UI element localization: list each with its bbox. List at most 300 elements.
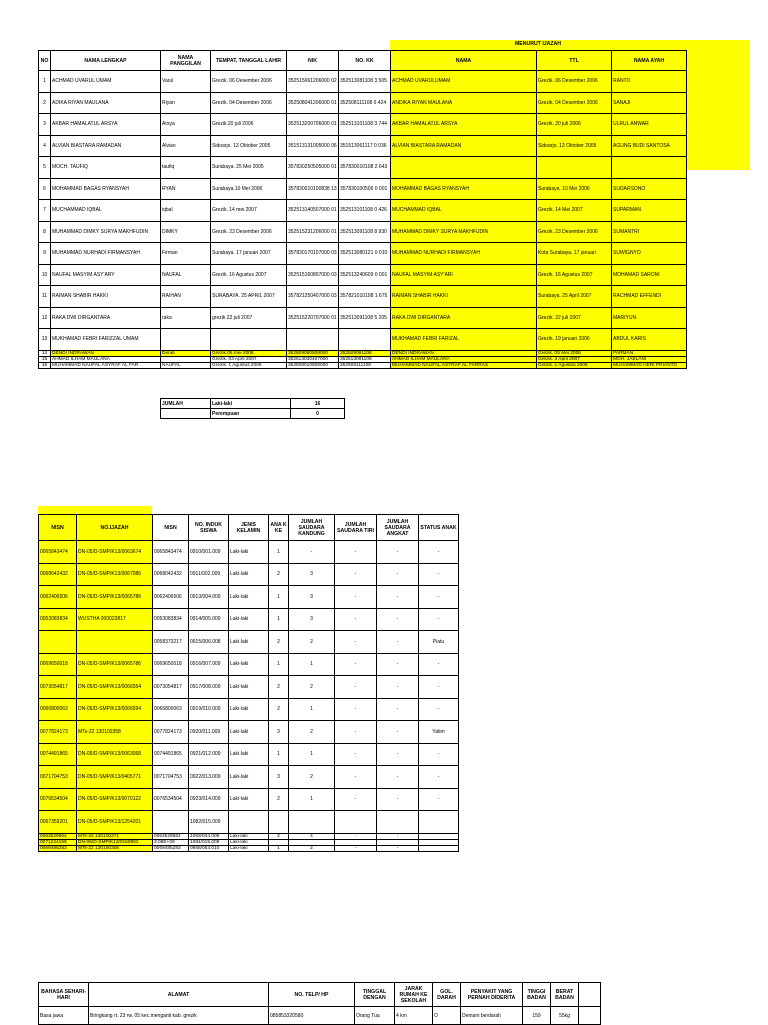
table-row-compact	[39, 845, 459, 851]
cell-no-ijazah: WUSTHA 000023817	[77, 608, 153, 631]
cell-ttl: grezik.22 juli 2007	[211, 307, 287, 329]
cell-ijazah-ttl: Grezik. 1 Agustus 2006	[537, 362, 612, 368]
col-header-blank	[579, 983, 601, 1007]
col-header-status-anak: STATUS ANAK	[419, 515, 459, 541]
cell-tinggi: 159	[523, 1007, 551, 1025]
cell-status-anak: -	[419, 766, 459, 789]
cell-nisn: 0076534504	[39, 788, 77, 811]
cell-ijazah-ttl: Grezik. 23 Desember 2006	[537, 221, 612, 243]
cell-nik: 352508010806000	[287, 362, 339, 368]
cell-status-anak: -	[419, 743, 459, 766]
cell-jenis-kelamin: Laki-laki	[229, 845, 269, 851]
cell-ttl: Surabaya. 17 januari 2007	[211, 243, 287, 265]
table-row	[39, 811, 459, 834]
cell-saudara-angkat: -	[377, 788, 419, 811]
table-row	[39, 114, 687, 136]
table-row	[39, 1007, 601, 1025]
table-row	[39, 200, 687, 222]
cell-nama-lengkap: AKBAR HAMALATUL ARSYA	[51, 114, 161, 136]
cell-no-induk: 0919/010.009	[189, 698, 229, 721]
cell-nisn: 0067359201	[39, 811, 77, 834]
cell-no-induk: 0913/004.009	[189, 586, 229, 609]
cell-saudara-tiri: -	[335, 698, 377, 721]
cell-no-ijazah: MTs-22 130100358	[77, 721, 153, 744]
cell-no-induk: 0921/012.009	[189, 743, 229, 766]
cell-saudara-tiri: -	[335, 586, 377, 609]
cell-no: 7	[39, 200, 51, 222]
cell-no: 10	[39, 264, 51, 286]
cell-ijazah-nama: MUHAMMAD NAUFAL ASYRAF AL FARRAS	[391, 362, 537, 368]
cell-jenis-kelamin: Laki-laki	[229, 631, 269, 654]
cell-saudara-angkat: -	[377, 845, 419, 851]
cell-no-ijazah: MTs-22 130100305	[77, 845, 153, 851]
cell-jenis-kelamin: Laki-laki	[229, 721, 269, 744]
cell-ijazah-ayah: PARMAN	[612, 350, 687, 356]
cell-ttl: Grezik. 14 mei 2007	[211, 200, 287, 222]
cell-ijazah-nama: ALVIAN BIASTARA RAMADAN	[391, 135, 537, 157]
cell-ijazah-ayah: MOHAMAD SARONI	[612, 264, 687, 286]
cell-nisn: 0073054817	[39, 676, 77, 699]
cell-no-kk: 352508111108 6 424	[339, 92, 391, 114]
cell-ijazah-ttl: Grezik. 3 April 2007	[537, 356, 612, 362]
col-header-penyakit: PENYAKIT YANG PERNAH DIDERITA	[461, 983, 523, 1007]
cell-no-kk: 352513091108 8 930	[339, 221, 391, 243]
cell-no-induk: 1082/015.009	[189, 811, 229, 834]
cell-nama-panggilan: DIMKY	[161, 221, 211, 243]
table-row	[39, 653, 459, 676]
cell-saudara-tiri: -	[335, 653, 377, 676]
cell-no: 15	[39, 356, 51, 362]
table-row	[39, 221, 687, 243]
cell-ijazah-ayah: SUPARMAN	[612, 200, 687, 222]
cell-no-induk: 0914/005.009	[189, 608, 229, 631]
cell-nisn-2: 0066800063	[153, 698, 189, 721]
cell-nisn: 0063529564	[39, 833, 77, 839]
cell-saudara-kandung: 2	[289, 766, 335, 789]
table-row	[39, 743, 459, 766]
cell-saudara-tiri: -	[335, 631, 377, 654]
cell-no-kk: 352513080121 0 010	[339, 243, 391, 265]
table-row	[39, 766, 459, 789]
cell-no: 14	[39, 350, 51, 356]
cell-nama-lengkap: MUHAMMAD NURHADI FIRMANSYAH	[51, 243, 161, 265]
col-header-no-induk: NO. INDUK SISWA	[189, 515, 229, 541]
cell-ijazah-nama: RAIMAN SHABIR HAKKI	[391, 286, 537, 308]
cell-ijazah-ttl: Grezik. 04 Desember 2006	[537, 92, 612, 114]
cell-jenis-kelamin: Laki-laki	[229, 563, 269, 586]
cell-nik: 352515061206000 02	[287, 71, 339, 93]
col-header-tinggal: TINGGAL DENGAN	[355, 983, 395, 1007]
cell-anak-ke: 1	[269, 743, 289, 766]
cell-no: 4	[39, 135, 51, 157]
col-header-ttl: TEMPAT, TANGGAL LAHIR	[211, 51, 287, 71]
cell-no: 3	[39, 114, 51, 136]
cell-nama-lengkap: ALVIAN BIASTARA RAMADAN	[51, 135, 161, 157]
cell-saudara-angkat: -	[377, 586, 419, 609]
cell-no-kk: 352513101108 0 426	[339, 200, 391, 222]
cell-saudara-angkat: -	[377, 563, 419, 586]
cell-nisn-2: 0071704753	[153, 766, 189, 789]
cell-saudara-angkat: -	[377, 833, 419, 839]
cell-no: 11	[39, 286, 51, 308]
cell-saudara-kandung: 3	[289, 563, 335, 586]
cell-saudara-tiri: -	[335, 563, 377, 586]
cell-no-induk: 0917/008.009	[189, 676, 229, 699]
col-header-ijazah-nama: NAMA	[391, 51, 537, 71]
cell-ijazah-nama: DENDI INDRAWAN	[391, 350, 537, 356]
table-row	[39, 676, 459, 699]
cell-no-induk: 0920/011.009	[189, 721, 229, 744]
cell-nama-panggilan: taufiq	[161, 157, 211, 179]
cell-ijazah-ttl: Grezik. 16 Agustus 2007	[537, 264, 612, 286]
cell-anak-ke: 2	[269, 563, 289, 586]
table-row	[39, 135, 687, 157]
cell-anak-ke: 2	[269, 676, 289, 699]
summary-perempuan-value: 0	[291, 409, 345, 419]
cell-nik: 352513200706000 01	[287, 114, 339, 136]
cell-anak-ke: 1	[269, 586, 289, 609]
table-row	[39, 586, 459, 609]
summary-jumlah-label: JUMLAH	[161, 399, 211, 409]
cell-nik: 352508041206000 01	[287, 92, 339, 114]
cell-no-ijazah: DN-05/D-SMP/K13/0065786	[77, 653, 153, 676]
cell-ijazah-ttl: Sidoarjo. 13 Oktober 2005	[537, 135, 612, 157]
table-row	[39, 788, 459, 811]
cell-jenis-kelamin: Laki-laki	[229, 608, 269, 631]
cell-telp: 085853320580	[269, 1007, 355, 1025]
col-header-saudara-tiri: JUMLAH SAUDARA TIRI	[335, 515, 377, 541]
cell-nik	[287, 329, 339, 351]
cell-nama-panggilan: Riyan	[161, 92, 211, 114]
cell-no: 16	[39, 362, 51, 368]
cell-nama-lengkap: MUHAMMAD DIMKY SURYA MAKHFUDIN	[51, 221, 161, 243]
cell-saudara-tiri	[335, 811, 377, 834]
cell-saudara-kandung: 2	[289, 845, 335, 851]
cell-ijazah-nama	[391, 157, 537, 179]
cell-nisn-2: 3.08E+09	[153, 839, 189, 845]
cell-jenis-kelamin: Laki-laki	[229, 833, 269, 839]
cell-nama-panggilan: iqbal	[161, 200, 211, 222]
cell-nisn-2: 0073054817	[153, 676, 189, 699]
cell-ttl: Surabaya.10 Mei 2006	[211, 178, 287, 200]
cell-nisn: 0068042432	[39, 563, 77, 586]
cell-anak-ke	[269, 811, 289, 834]
col-header-berat: BERAT BADAN	[551, 983, 579, 1007]
cell-ijazah-ayah: MARIYUN	[612, 307, 687, 329]
col-header-nama-panggilan: NAMA PANGGILAN	[161, 51, 211, 71]
cell-ijazah-nama: AKBAR HAMALATUL ARSYA	[391, 114, 537, 136]
cell-nik: 352513030407000	[287, 356, 339, 362]
cell-ijazah-ttl: Surabaya. 10 Mei 2006	[537, 178, 612, 200]
cell-nama-panggilan	[161, 329, 211, 351]
cell-ijazah-ayah	[612, 157, 687, 179]
cell-anak-ke: 1	[269, 653, 289, 676]
summary-perempuan-label: Perempuan	[211, 409, 291, 419]
cell-no-ijazah: DN-05/D-SMP/K13/1254201	[77, 811, 153, 834]
cell-saudara-tiri: -	[335, 845, 377, 851]
cell-nisn-2	[153, 811, 189, 834]
cell-saudara-tiri: -	[335, 721, 377, 744]
cell-saudara-angkat: -	[377, 653, 419, 676]
table-row	[39, 563, 459, 586]
cell-status-anak	[419, 845, 459, 851]
cell-nisn-2: 0077824173	[153, 721, 189, 744]
table-row	[39, 698, 459, 721]
cell-ijazah-nama: MOHAMMAD BAGAS RYANSYAH	[391, 178, 537, 200]
cell-jenis-kelamin: Laki-laki	[229, 541, 269, 564]
highlight-block-right	[686, 40, 750, 170]
cell-status-anak: -	[419, 653, 459, 676]
cell-ttl: Grezik. 04 Desember 2006	[211, 92, 287, 114]
menurut-ijazah-label: MENURUT IJAZAH	[514, 41, 562, 47]
cell-ijazah-ayah: RACHMAD EFFENDI	[612, 286, 687, 308]
cell-no: 8	[39, 221, 51, 243]
cell-nama-panggilan: NAUFAL	[161, 362, 211, 368]
cell-saudara-tiri: -	[335, 788, 377, 811]
cell-ttl: Grezik. 03 April 2007	[211, 356, 287, 362]
cell-saudara-kandung: 1	[289, 653, 335, 676]
cell-no-ijazah: DN-05/D-SMP/K13/0067086	[77, 563, 153, 586]
col-header-bahasa: BAHASA SEHARI-HARI	[39, 983, 89, 1007]
cell-anak-ke: 1	[269, 845, 289, 851]
cell-jarak: 4 km	[395, 1007, 433, 1025]
cell-nisn-2: 0069485283	[153, 845, 189, 851]
cell-nama-lengkap: MOHAMMAD BAGAS RYANSYAH	[51, 178, 161, 200]
cell-penyakit: Demam berdarah	[461, 1007, 523, 1025]
cell-nik: 352515220707000 01	[287, 307, 339, 329]
cell-no-ijazah: MTs-22 130100271	[77, 833, 153, 839]
cell-nama-lengkap: ADIKA RIYAN MAULANA	[51, 92, 161, 114]
highlight-block-mid	[38, 506, 152, 514]
cell-saudara-tiri: -	[335, 608, 377, 631]
cell-saudara-kandung: 1	[289, 698, 335, 721]
cell-no-kk	[339, 329, 391, 351]
cell-no-kk: 357830010108 2 643	[339, 157, 391, 179]
cell-nik: 352513140507000 01	[287, 200, 339, 222]
cell-nama-lengkap: RAIMAN SHABIR HAKKI	[51, 286, 161, 308]
cell-ijazah-nama: MUKHAMAD FEBRI FARIZAL	[391, 329, 537, 351]
cell-ijazah-nama: MUHAMMAD DIMKY SURYA MAKHFUDIN	[391, 221, 537, 243]
cell-ttl: Grezik.20 juli 2006	[211, 114, 287, 136]
cell-saudara-tiri: -	[335, 676, 377, 699]
cell-ttl	[211, 329, 287, 351]
col-header-tinggi: TINGGI BADAN	[523, 983, 551, 1007]
cell-anak-ke: 2	[269, 698, 289, 721]
cell-saudara-kandung	[289, 811, 335, 834]
student-academic-table	[38, 514, 459, 852]
cell-no-induk: 0911/002.009	[189, 563, 229, 586]
summary-laki-label: Laki-laki	[211, 399, 291, 409]
col-header-anak-ke: ANA K KE	[269, 515, 289, 541]
col-header-saudara-angkat: JUMLAH SAUDARA ANGKAT	[377, 515, 419, 541]
cell-saudara-kandung: 2	[289, 721, 335, 744]
cell-ijazah-ttl: Grezik. 19 januari 2006	[537, 329, 612, 351]
cell-no-induk: 0916/007.009	[189, 653, 229, 676]
col-header-alamat: ALAMAT	[89, 983, 269, 1007]
cell-no-induk: 0915/006.008	[189, 631, 229, 654]
col-header-telp: NO. TELP/ HP	[269, 983, 355, 1007]
cell-nama-lengkap: DENDI INDRAWAN	[51, 350, 161, 356]
cell-nama-panggilan: Varul	[161, 71, 211, 93]
student-identity-table	[38, 50, 687, 369]
cell-saudara-angkat	[377, 811, 419, 834]
cell-nama-lengkap: RAKA DWI DIRGANTARA	[51, 307, 161, 329]
cell-anak-ke: 1	[269, 608, 289, 631]
cell-no-kk: 351513061117 0 036	[339, 135, 391, 157]
cell-nama-panggilan: Dendi	[161, 350, 211, 356]
cell-ijazah-ttl: Kota Surabaya. 17 januari	[537, 243, 612, 265]
table-row	[39, 541, 459, 564]
cell-saudara-angkat: -	[377, 608, 419, 631]
cell-nisn: 0077824173	[39, 721, 77, 744]
cell-status-anak: -	[419, 563, 459, 586]
cell-anak-ke: 2	[269, 833, 289, 839]
cell-status-anak: -	[419, 541, 459, 564]
cell-saudara-kandung: 3	[289, 586, 335, 609]
table-row	[39, 286, 687, 308]
col-header-nik: NIK	[287, 51, 339, 71]
cell-jenis-kelamin	[229, 811, 269, 834]
table-row	[39, 71, 687, 93]
cell-saudara-tiri: -	[335, 743, 377, 766]
student-personal-table	[38, 982, 601, 1025]
cell-nik: 357830250505000 01	[287, 157, 339, 179]
cell-ttl: Grezik. 23 Desember 2006	[211, 221, 287, 243]
cell-status-anak: -	[419, 586, 459, 609]
cell-saudara-kandung: 4	[289, 833, 335, 839]
cell-tinggal: Orang Tua	[355, 1007, 395, 1025]
cell-no-induk: 0910/001.009	[189, 541, 229, 564]
cell-jenis-kelamin: Laki-laki	[229, 586, 269, 609]
cell-nama-lengkap: MUHAMMAD NAUFAL ASYRAF AL FAR	[51, 362, 161, 368]
cell-anak-ke: 3	[269, 721, 289, 744]
col-header-ijazah-ayah: NAMA AYAH	[612, 51, 687, 71]
cell-ijazah-ttl: Grezik. 20 juli 2006	[537, 114, 612, 136]
cell-saudara-kandung: -	[289, 541, 335, 564]
cell-ttl: Grezik. 06 Desember 2006	[211, 71, 287, 93]
col-header-nisn-2: NISN	[153, 515, 189, 541]
cell-status-anak: Piatu	[419, 631, 459, 654]
cell-status-anak: -	[419, 608, 459, 631]
cell-jenis-kelamin: Laki-laki	[229, 743, 269, 766]
cell-saudara-angkat: -	[377, 698, 419, 721]
cell-no-induk: 0922/013.009	[189, 766, 229, 789]
cell-saudara-kandung: 1	[289, 788, 335, 811]
cell-ijazah-nama: ANDIKA RIYAN MAULANA	[391, 92, 537, 114]
cell-nama-lengkap: AHMAD ILHAM MAULANA	[51, 356, 161, 362]
table-row	[39, 721, 459, 744]
cell-no-induk: 0958/053.010	[189, 845, 229, 851]
cell-saudara-tiri: -	[335, 833, 377, 839]
cell-ijazah-ttl: Grezik. 05 Mei 2006	[537, 350, 612, 356]
cell-anak-ke: 3	[269, 766, 289, 789]
cell-nisn-2: 0069650018	[153, 653, 189, 676]
cell-ijazah-nama: MUHAMMAD NURHADI FIRMANSYAH	[391, 243, 537, 265]
cell-no-kk: 352513081108 3 505	[339, 71, 391, 93]
cell-nik: 351513131005000 06	[287, 135, 339, 157]
cell-nik: 357830010100838 13	[287, 178, 339, 200]
cell-nisn: 0062406506	[39, 586, 77, 609]
cell-anak-ke: 2	[269, 788, 289, 811]
cell-nik: 357830170107000 03	[287, 243, 339, 265]
cell-no-kk: 352513091108	[339, 356, 391, 362]
cell-nisn: 0066800063	[39, 698, 77, 721]
cell-status-anak	[419, 811, 459, 834]
cell-no-kk: 352513101108 3 744	[339, 114, 391, 136]
cell-saudara-angkat: -	[377, 631, 419, 654]
cell-no: 6	[39, 178, 51, 200]
table-row	[39, 307, 687, 329]
cell-nama-lengkap: ACHMAD UVARUL UMAM	[51, 71, 161, 93]
cell-jenis-kelamin: Laki-laki	[229, 788, 269, 811]
table-row	[39, 329, 687, 351]
cell-nisn: 0071224159	[39, 839, 77, 845]
cell-ijazah-ayah: SUDARSONO	[612, 178, 687, 200]
cell-nisn: 0065843474	[39, 541, 77, 564]
cell-nisn-2: 0062406506	[153, 586, 189, 609]
cell-ijazah-ayah: MUHAMMAD HERI PRIANTO	[612, 362, 687, 368]
col-header-no-kk: NO. KK	[339, 51, 391, 71]
cell-ijazah-ttl: Grezik. 06 Desember 2006	[537, 71, 612, 93]
cell-no-kk: 357821010108 1 675	[339, 286, 391, 308]
cell-nama-panggilan: RYAN	[161, 178, 211, 200]
cell-nik: 352515231206000 01	[287, 221, 339, 243]
cell-nama-lengkap: MUKHAMAD FEBRI FARIZZAL UMAM	[51, 329, 161, 351]
cell-berat: 55kg	[551, 1007, 579, 1025]
col-header-no: NO	[39, 51, 51, 71]
table-row	[39, 243, 687, 265]
cell-nama-panggilan: raka	[161, 307, 211, 329]
cell-jenis-kelamin: Laki-laki	[229, 676, 269, 699]
cell-no: 12	[39, 307, 51, 329]
cell-jenis-kelamin: Laki-laki	[229, 839, 269, 845]
cell-no-ijazah: DN-05/D-SMP/K13/0066554	[77, 676, 153, 699]
cell-no-kk: 352508111108	[339, 362, 391, 368]
cell-ijazah-ayah: SANAJI	[612, 92, 687, 114]
cell-ttl: SURABAYA. 25 APRIL 2007	[211, 286, 287, 308]
cell-status-anak: -	[419, 676, 459, 699]
cell-no-kk: 352513091108 5 205	[339, 307, 391, 329]
cell-saudara-angkat: -	[377, 541, 419, 564]
cell-ttl: Surabaya. 25 Mei 2005	[211, 157, 287, 179]
cell-nama-panggilan: Firman	[161, 243, 211, 265]
cell-saudara-kandung: 2	[289, 676, 335, 699]
cell-nama-lengkap: MUCHAMMAD IQBAL	[51, 200, 161, 222]
cell-no-kk: 357830100506 0 001	[339, 178, 391, 200]
cell-nisn-2: 0063529564	[153, 833, 189, 839]
cell-ijazah-nama: AHMAD ILHAM MAULANA	[391, 356, 537, 362]
cell-ijazah-ayah: ABDUL KARIS	[612, 329, 687, 351]
cell-nik: 352509050506000	[287, 350, 339, 356]
cell-nama-panggilan: Arsya	[161, 114, 211, 136]
cell-nama-panggilan: RAIHAN	[161, 286, 211, 308]
col-header-ijazah-ttl: TTL	[537, 51, 612, 71]
cell-saudara-kandung: 1	[289, 743, 335, 766]
cell-ttl: Sidoarjo. 13 Oktober 2005	[211, 135, 287, 157]
cell-jenis-kelamin: Laki-laki	[229, 698, 269, 721]
cell-no-induk: 1083/044.009	[189, 833, 229, 839]
cell-nisn: 0071704753	[39, 766, 77, 789]
cell-no-ijazah: DN-05/D-SMP/K13/0066594	[77, 698, 153, 721]
cell-nisn	[39, 631, 77, 654]
cell-ijazah-nama: RAKA DWI DIRGANTARA	[391, 307, 537, 329]
cell-ijazah-nama: NAUFAL MASYIM ASY'ARI	[391, 264, 537, 286]
cell-nisn-2: 0053083834	[153, 608, 189, 631]
cell-nisn-2: 0068042432	[153, 563, 189, 586]
cell-nisn: 0053083834	[39, 608, 77, 631]
summary-laki-value: 16	[291, 399, 345, 409]
col-header-gol-darah: GOL. DARAH	[433, 983, 461, 1007]
